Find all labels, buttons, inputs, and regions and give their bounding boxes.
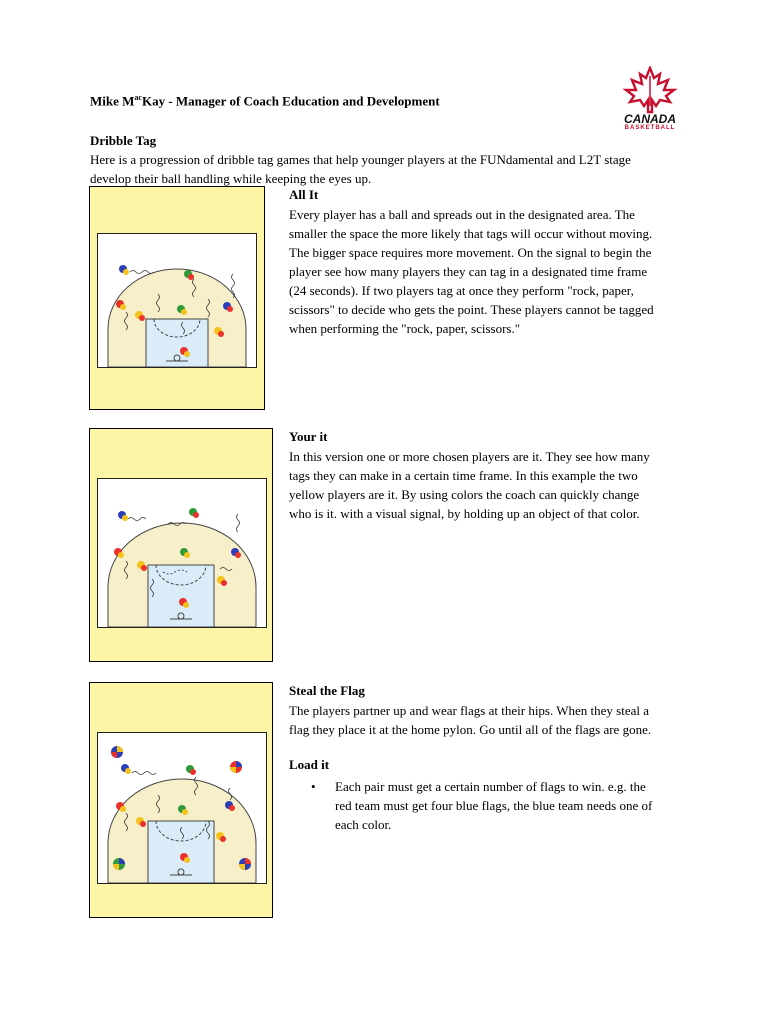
pylon-icon <box>239 858 251 870</box>
section-title-load-it: Load it <box>289 757 330 772</box>
author-title: Kay - Manager of Coach Education and Development <box>141 93 440 109</box>
pylon-icon <box>113 858 125 870</box>
text-line: flag they place it at the home pylon. Go until all of the flags are gone. <box>289 722 652 737</box>
author-name: Mike M <box>90 93 135 109</box>
court-diagram-steal-the-flag <box>97 732 267 884</box>
half-court <box>108 523 256 627</box>
section-text-all-it <box>289 205 654 338</box>
load-it-bullets <box>289 777 652 834</box>
text-line: scissors" to decide who gets the point. These players cannot be tagged <box>289 302 654 317</box>
half-court <box>108 269 246 367</box>
text-line: player see how many players they can tag in a designated time frame <box>289 264 648 279</box>
text-line: In this version one or more chosen players are it. They see how many <box>289 449 650 464</box>
player-green <box>189 508 199 518</box>
intro-title: Dribble Tag <box>90 133 157 148</box>
player-blue <box>121 764 131 774</box>
list-item <box>289 777 652 834</box>
text-line: The bigger space requires more movement. On the signal to begin the <box>289 245 652 260</box>
section-title-your-it: Your it <box>289 429 328 444</box>
canada-basketball-logo <box>620 66 680 134</box>
text-line: red team must get four blue flags, the blue team needs one of <box>335 798 653 813</box>
author-line <box>90 93 440 109</box>
text-line: who is it. with a visual signal, by holding up an object of that color. <box>289 506 640 521</box>
half-court <box>108 779 256 883</box>
bullet-icon: • <box>311 779 316 794</box>
section-title-all-it: All It <box>289 187 319 202</box>
text-line: yellow players are it. By using colors the coach can quickly change <box>289 487 640 502</box>
text-line: Every player has a ball and spreads out in the designated area. The <box>289 207 635 222</box>
intro-text: Here is a progression of dribble tag games that help younger players at the FUNdamental and L2T stage develop their ball handling while keeping the eyes up. <box>90 152 631 186</box>
logo-wordmark: CANADA <box>624 112 676 126</box>
text-line: smaller the space the more likely that tags will occur without moving. <box>289 226 653 241</box>
author-sup: ac <box>134 93 142 102</box>
logo-subtext: BASKETBALL <box>624 125 676 131</box>
pylon-icon <box>111 746 123 758</box>
text-line: tags they can make in a certain time frame. In this example the two <box>289 468 638 483</box>
section-text-your-it <box>289 447 650 523</box>
section-title-steal-the-flag: Steal the Flag <box>289 683 365 698</box>
court-diagram-your-it <box>97 478 267 628</box>
pylon-icon <box>230 761 242 773</box>
maple-leaf-icon <box>620 66 680 114</box>
text-line: Each pair must get a certain number of flags to win. e.g. the <box>335 779 646 794</box>
text-line: when performing the "rock, paper, scissors." <box>289 321 521 336</box>
player-blue <box>119 265 129 275</box>
player-green <box>186 765 196 775</box>
court-diagram-all-it <box>97 233 257 368</box>
section-text-steal-the-flag <box>289 701 651 739</box>
text-line: (24 seconds). If two players tag at once they perform "rock, paper, <box>289 283 634 298</box>
text-line: The players partner up and wear flags at their hips. When they steal a <box>289 703 650 718</box>
player-blue <box>118 511 128 521</box>
text-line: each color. <box>335 817 392 832</box>
